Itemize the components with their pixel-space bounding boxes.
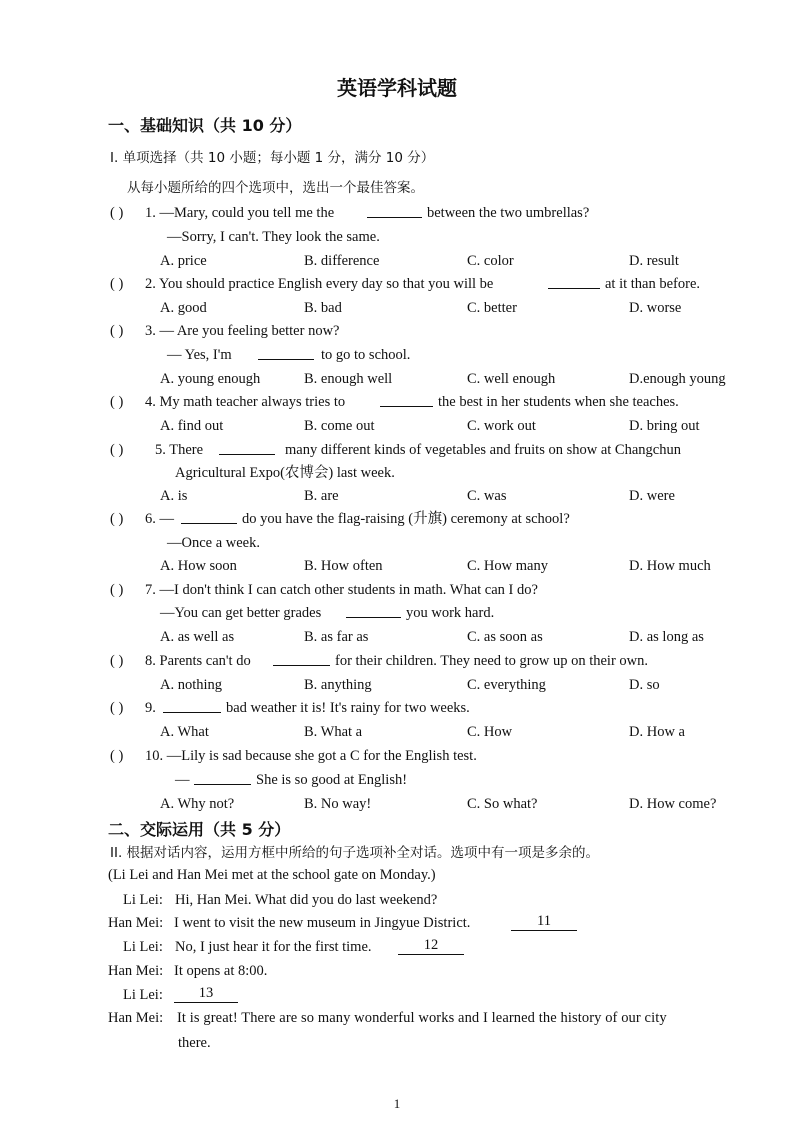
- option-d: D. as long as: [629, 629, 704, 645]
- option-a: A. as well as: [160, 629, 235, 645]
- option-a: A. price: [160, 253, 207, 269]
- option-a: A. What: [160, 724, 209, 740]
- option-d: D. How much: [629, 558, 711, 574]
- question-4: [0, 392, 794, 416]
- question-3: [0, 321, 794, 345]
- option-c: C. work out: [467, 418, 536, 434]
- option-c: C. well enough: [467, 371, 556, 387]
- dialogue-text: Hi, Han Mei. What did you do last weekend?: [175, 892, 438, 908]
- page-number: 1: [393, 1096, 401, 1111]
- answer-blank: [163, 698, 221, 719]
- response-line: —Sorry, I can't. They look the same.: [167, 229, 380, 245]
- question-stem: 8. Parents can't do: [145, 653, 251, 669]
- question-7: [0, 580, 794, 604]
- answer-blank: [181, 509, 237, 530]
- options-row: [0, 556, 794, 580]
- option-a: A. young enough: [160, 371, 261, 387]
- answer-blank: [380, 392, 433, 413]
- response-line-rest: She is so good at English!: [256, 772, 408, 788]
- option-b: B. anything: [304, 677, 372, 693]
- section-1-heading: 一、基础知识（共 10 分）: [108, 116, 302, 135]
- question-stem-rest: between the two umbrellas?: [427, 205, 590, 221]
- option-c: C. color: [467, 253, 514, 269]
- option-c: C. So what?: [467, 796, 538, 812]
- page-title: 英语学科试题: [337, 76, 457, 100]
- answer-bracket[interactable]: ( ): [110, 323, 124, 339]
- options-row: [0, 251, 794, 275]
- option-a: A. is: [160, 488, 188, 504]
- option-d: D.enough young: [629, 371, 726, 387]
- option-a: A. nothing: [160, 677, 223, 693]
- question-stem-rest: do you have the flag-raising (升旗) ceremony at school?: [242, 511, 570, 527]
- question-stem-rest: bad weather it is! It's rainy for two weeks.: [226, 700, 470, 716]
- response-line: —Once a week.: [167, 535, 260, 551]
- option-b: B. are: [304, 488, 339, 504]
- question-1: [0, 203, 794, 227]
- option-d: D. result: [629, 253, 679, 269]
- question-8: [0, 651, 794, 675]
- options-row: [0, 722, 794, 746]
- option-d: D. worse: [629, 300, 682, 316]
- answer-blank: [548, 274, 600, 295]
- option-a: A. find out: [160, 418, 224, 434]
- response-line: —: [175, 772, 190, 788]
- instruction-text: 从每小题所给的四个选项中，选出一个最佳答案。: [127, 180, 424, 196]
- option-c: C. was: [467, 488, 507, 504]
- option-a: A. How soon: [160, 558, 237, 574]
- question-stem: 6. —: [145, 511, 174, 527]
- answer-blank: [219, 440, 275, 461]
- option-b: B. How often: [304, 558, 383, 574]
- question-10: [0, 746, 794, 770]
- answer-blank: [346, 603, 401, 624]
- option-d: D. were: [629, 488, 675, 504]
- section-2-heading: 二、交际运用（共 5 分）: [108, 820, 291, 839]
- question-stem: 1. —Mary, could you tell me the: [145, 205, 335, 221]
- option-c: C. as soon as: [467, 629, 543, 645]
- option-c: C. everything: [467, 677, 546, 693]
- answer-blank: [367, 203, 422, 224]
- option-a: A. Why not?: [160, 796, 235, 812]
- answer-bracket[interactable]: ( ): [110, 653, 124, 669]
- answer-blank: [258, 345, 314, 366]
- answer-bracket[interactable]: ( ): [110, 582, 124, 598]
- options-row: [0, 794, 794, 818]
- question-stem-line2: Agricultural Expo(农博会) last week.: [175, 465, 395, 481]
- question-stem-rest: for their children. They need to grow up on their own.: [335, 653, 649, 669]
- question-5: [0, 440, 794, 464]
- answer-blank: [194, 770, 251, 791]
- part-1-heading: I. 单项选择（共 10 小题；每小题 1 分，满分 10 分）: [110, 150, 435, 166]
- question-stem: 3. — Are you feeling better now?: [145, 323, 340, 339]
- options-row: [0, 369, 794, 393]
- question-stem: 7. —I don't think I can catch other students in math. What can I do?: [145, 582, 538, 598]
- speaker-label: Li Lei:: [123, 939, 163, 955]
- options-row: [0, 298, 794, 322]
- option-d: D. How a: [629, 724, 685, 740]
- option-d: D. bring out: [629, 418, 700, 434]
- option-b: B. difference: [304, 253, 380, 269]
- answer-bracket[interactable]: ( ): [110, 700, 124, 716]
- response-line-rest: you work hard.: [406, 605, 495, 621]
- options-row: [0, 675, 794, 699]
- speaker-label: Li Lei:: [123, 892, 163, 908]
- question-6: [0, 509, 794, 533]
- question-stem: 4. My math teacher always tries to: [145, 394, 346, 410]
- option-c: C. How many: [467, 558, 548, 574]
- option-b: B. What a: [304, 724, 363, 740]
- option-c: C. How: [467, 724, 513, 740]
- question-stem: 5. There: [155, 442, 204, 458]
- dialogue-gap[interactable]: 12: [398, 937, 464, 955]
- question-9: [0, 698, 794, 722]
- option-d: D. so: [629, 677, 660, 693]
- response-line: —You can get better grades: [160, 605, 322, 621]
- dialogue-text: It is great! There are so many wonderful works and I learned the history of our city: [177, 1010, 667, 1026]
- speaker-label: Li Lei:: [123, 987, 163, 1003]
- option-c: C. better: [467, 300, 517, 316]
- option-b: B. as far as: [304, 629, 369, 645]
- question-stem: 9.: [145, 700, 156, 716]
- dialogue-line: [0, 890, 794, 914]
- response-line: — Yes, I'm: [167, 347, 232, 363]
- part-2-heading: II. 根据对话内容，运用方框中所给的句子选项补全对话。选项中有一项是多余的。: [110, 845, 600, 861]
- option-b: B. bad: [304, 300, 342, 316]
- question-stem: 2. You should practice English every day so that you will be: [145, 276, 494, 292]
- question-stem-rest: many different kinds of vegetables and fruits on show at Changchun: [285, 442, 681, 458]
- options-row: [0, 486, 794, 510]
- dialogue-line: [0, 937, 794, 961]
- question-stem: 10. —Lily is sad because she got a C for the English test.: [145, 748, 477, 764]
- dialogue-gap[interactable]: 11: [511, 913, 577, 931]
- options-row: [0, 627, 794, 651]
- dialogue-line: [0, 961, 794, 985]
- answer-bracket[interactable]: ( ): [110, 511, 124, 527]
- answer-bracket[interactable]: ( ): [110, 442, 124, 458]
- question-stem-rest: the best in her students when she teaches.: [438, 394, 679, 410]
- question-stem-rest: at it than before.: [605, 276, 701, 292]
- dialogue-line: [0, 985, 794, 1009]
- question-2: [0, 274, 794, 298]
- option-b: B. come out: [304, 418, 375, 434]
- answer-bracket[interactable]: ( ): [110, 276, 124, 292]
- dialogue-text-continued: there.: [178, 1035, 211, 1051]
- answer-bracket[interactable]: ( ): [110, 205, 124, 221]
- dialogue-context: (Li Lei and Han Mei met at the school gate on Monday.): [108, 867, 436, 883]
- dialogue-gap[interactable]: 13: [174, 985, 238, 1003]
- dialogue-line: [0, 913, 794, 937]
- dialogue-text: I went to visit the new museum in Jingyue District.: [174, 915, 471, 931]
- option-a: A. good: [160, 300, 207, 316]
- answer-blank: [273, 651, 330, 672]
- speaker-label: Han Mei:: [108, 915, 164, 931]
- answer-bracket[interactable]: ( ): [110, 394, 124, 410]
- option-b: B. No way!: [304, 796, 372, 812]
- dialogue-text: No, I just hear it for the first time.: [175, 939, 372, 955]
- response-line-rest: to go to school.: [321, 347, 411, 363]
- option-d: D. How come?: [629, 796, 717, 812]
- speaker-label: Han Mei:: [108, 1010, 164, 1026]
- answer-bracket[interactable]: ( ): [110, 748, 124, 764]
- speaker-label: Han Mei:: [108, 963, 164, 979]
- option-b: B. enough well: [304, 371, 393, 387]
- options-row: [0, 416, 794, 440]
- dialogue-line: [0, 1008, 794, 1032]
- dialogue-text: It opens at 8:00.: [174, 963, 268, 979]
